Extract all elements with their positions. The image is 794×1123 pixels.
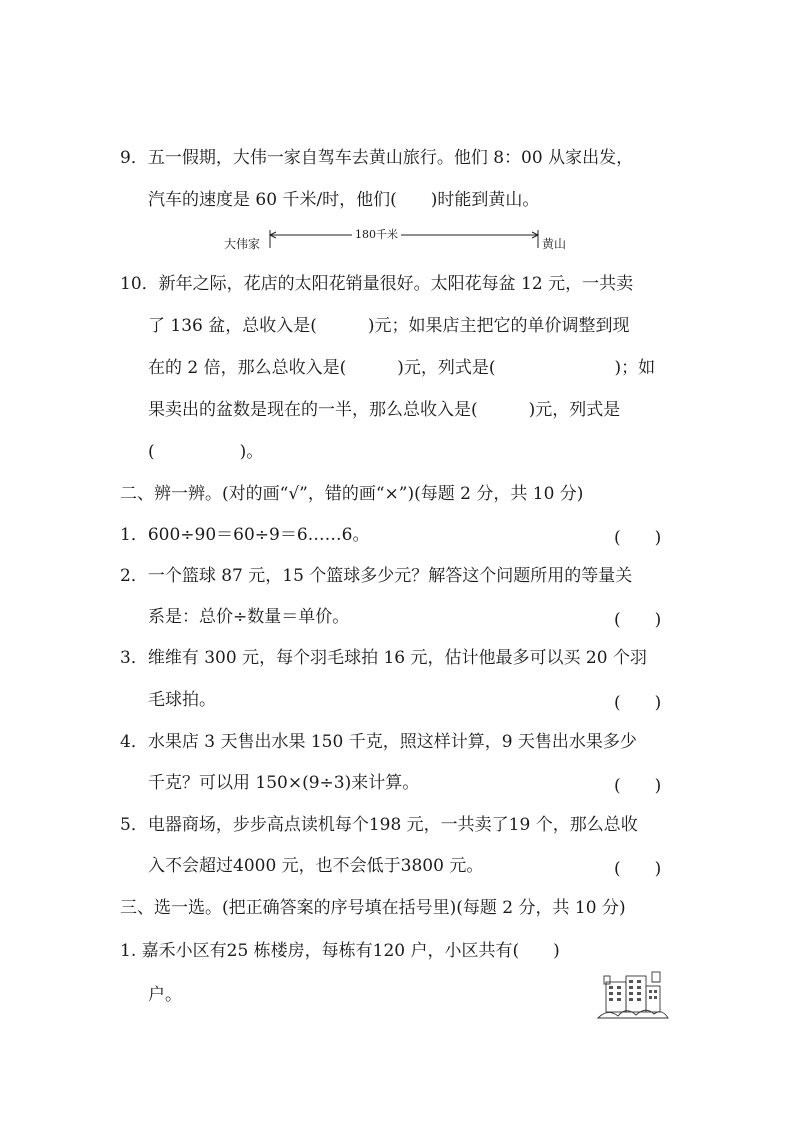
q10-line-5: ( )。: [148, 442, 264, 462]
buildings-icon: [596, 968, 670, 1022]
judge-item-2-answer-box[interactable]: ( ): [614, 610, 662, 630]
judge-item-4-answer-box[interactable]: ( ): [614, 776, 662, 796]
section2-heading: 二、辨一辨。(对的画“√”，错的画“×”)(每题 2 分，共 10 分): [120, 484, 584, 504]
judge-item-3-line-1: 3．维维有 300 元，每个羽毛球拍 16 元，估计他最多可以买 20 个羽: [120, 648, 647, 668]
judge-item-3-answer-box[interactable]: ( ): [614, 693, 662, 713]
judge-item-4-line-2: 千克？可以用 150×(9÷3)来计算。: [148, 773, 420, 793]
diagram-start-label: 大伟家: [224, 237, 261, 251]
judge-item-1-line-1: 1．600÷90＝60÷9＝6……6。: [120, 525, 370, 545]
judge-item-3-line-2: 毛球拍。: [148, 690, 216, 710]
q10-line-3: 在的 2 倍，那么总收入是( )元，列式是( )；如: [148, 358, 656, 378]
q9-line-2: 汽车的速度是 60 千米/时，他们( )时能到黄山。: [148, 190, 540, 210]
q9-line-1: 9．五一假期，大伟一家自驾车去黄山旅行。他们 8：00 从家出发，: [120, 148, 634, 168]
judge-item-5-line-2: 入不会超过4000 元，也不会低于3800 元。: [148, 856, 484, 876]
judge-item-5-line-1: 5．电器商场，步步高点读机每个198 元，一共卖了19 个，那么总收: [120, 815, 638, 835]
diagram-end-label: 黄山: [542, 237, 567, 251]
q10-line-1: 10．新年之际，花店的太阳花销量很好。太阳花每盆 12 元，一共卖: [120, 274, 634, 294]
choice-q1-line-1: 1. 嘉禾小区有25 栋楼房，每栋有120 户，小区共有( ): [120, 941, 560, 961]
q10-line-2: 了 136 盆，总收入是( )元；如果店主把它的单价调整到现: [148, 316, 630, 336]
distance-diagram: [220, 226, 580, 256]
judge-item-1-answer-box[interactable]: ( ): [614, 528, 662, 548]
section3-heading: 三、选一选。(把正确答案的序号填在括号里)(每题 2 分，共 10 分): [120, 898, 626, 918]
judge-item-2-line-1: 2．一个篮球 87 元，15 个篮球多少元？解答这个问题所用的等量关: [120, 566, 633, 586]
choice-q1-line-2: 户。: [148, 985, 182, 1005]
judge-item-2-line-2: 系是：总价÷数量＝单价。: [148, 607, 350, 627]
judge-item-5-answer-box[interactable]: ( ): [614, 859, 662, 879]
q10-line-4: 果卖出的盆数是现在的一半，那么总收入是( )元，列式是: [148, 400, 621, 420]
diagram-distance-label: 180千米: [352, 226, 401, 242]
judge-item-4-line-1: 4．水果店 3 天售出水果 150 千克，照这样计算，9 天售出水果多少: [120, 732, 637, 752]
